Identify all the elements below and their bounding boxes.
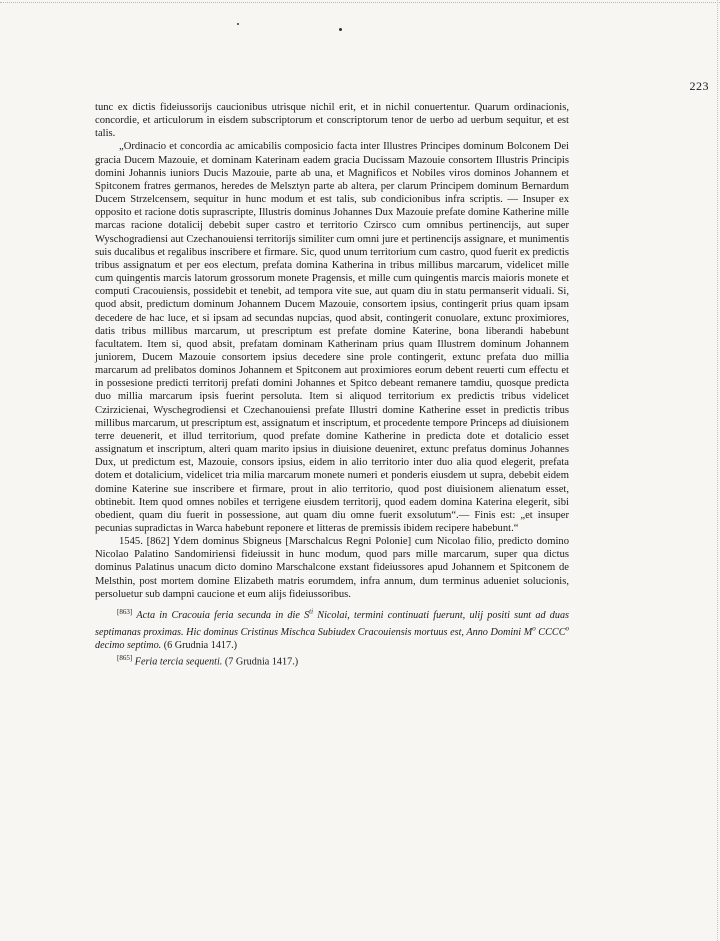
- note: [95, 606, 569, 652]
- entry-paragraph: [95, 535, 569, 601]
- notes: [95, 606, 569, 669]
- document-body: [95, 101, 569, 669]
- note-ref: [865]: [117, 654, 133, 663]
- note-text: Feria tercia sequenti.: [134, 656, 223, 668]
- paragraph: tunc ex dictis fideiussorijs caucionibus utrisque nichil erit, et in nichil conuertentur. Quarum ordinacionis, concordie, et articulorum in eisdem subscriptorum et conscriptorum tenor de uerbo ad uerbum sequitur, et est talis.: [95, 102, 569, 140]
- paragraph: „Ordinacio et concordia ac amicabilis composicio facta inter Illustres Principes dominum Bolconem Dei gracia Ducem Mazouie, et dominam Katerinam eadem gracia Ducissam Mazouie consortem Illustris Principis domini Johannis iuniors Ducis Mazouie, parte ab una, et Magnificos et Nobiles viros dominos Johannem et Spitconem fratres germanos, heredes de Melsztyn parte ab altera, per clarum Principem dominum Bernardum Ducem Strzelcensem, sequitur in hunc modum et est talis, sub condicionibus infra scriptis. — Insuper ex opposito et racione dotis suprascripte, Illustris dominus Johannes Dux Mazouie prefate domine Katherine mille marcas racione dotalicij debebit super castro et territorio Czirsco cum omnibus pertinencijs, aut super Wyschogradiensi aut Czechanouiensi territorijs similiter cum omni jure et pertinencijs assignare, et munimentis suis ducalibus et regalibus inscribere et firmare. Sic, quod unum territorium cum castro, quod fuerit ex predictis tribus assignatum et per eos electum, prefata domina Katherina in tribus millibus marcarum, videlicet mille cum quingentis marcis latorum grossorum monete Pragensis, et mille cum quingentis marcis maioris monete et computi Cracouiensis, possidebit et tenebit, ad tempora vite sue, aut quam diu in statu permanserit viduali. Si, quod absit, predictum dominum Johannem Ducem Mazouie, consortem ipsius, contingerit prius quam ipsam decedere de hac luce, et si ipsam ad secundas nupcias, quod absit, contingerit conuolare, extunc proximiores, datis tribus millibus marcarum, ut prescriptum est prefate domine Katerine, bona liberandi habebunt facultatem. Item si, quod absit, prefatam dominam Katherinam prius quam Illustrem dominum Johannem juniorem, Ducem Mazouie consortem ipsius decedere sine prole contingerit, extunc prefata duo millia marcarum ad prelibatos dominos Johannem et Spitconem aut proximiores eorum debent reuerti cum effectu et in possesione predicti territorij prefati domini Johannes et Spitco debeant remanere tamdiu, quosque predicta duo millia marcarum ipsis fuerint persoluta. Item si aliquod territorium ex predictis tribus videlicet Czirzicienai, Wyschegrodiensi et Czechanouiensi prefate Illustri domine Katherine esset in predictis tribus millibus marcarum, ut prescriptum est, assignatum et inscriptum, et procedente tempore Princeps ad diuisionem terre deuenerit, et illud territorium, quod prefate domine Katherine in predicta dote et dotalicio esset assignatum et inscriptum, alteri quam marito ipsius in diuisione deueniret, extunc prefatus dominus Johannes Dux, ut predictum est, Mazouie, consors ipsius, eidem in alio territorio inter duo alia quod elegerit, prefata dotem et dotalicium, videlicet tria milia marcarum monete numeri et ponderis eiusdem ut supra, debebit eidem domine Katerine sue inscribere et firmare, prout in alio territorio, quod post diuisionem alienatum esset, obtinebit. Item quod omnes nobiles et terrigene eiusdem territorij, quod eadem domina Katerina elegerit, sibi obedient, quam diu fuerit in possessione, aut quam diu omne fuerit exsolutum“.— Finis est: „et insuper pecunias supradictas in Warca habebunt reponere et litteras de premissis ibidem recipere habebunt.“: [95, 141, 569, 534]
- note-date: (6 Grudnia 1417.): [161, 640, 238, 652]
- note-text: Acta in Cracouia feria secunda in die $S^{ti}$ Nicolai, termini continuati fuerunt, ulij positi sunt ad duas septimanas proximas. Hic dominus Cristinus Mischca Subiudex Cracouiensis mortuus est, Anno Domini $M^o$ CCCC$^o$ decimo septimo.: [95, 607, 570, 652]
- entry-text: Ydem dominus Sbigneus [Marschalcus Regni Polonie] cum Nicolao filio, predicto domino Nicolao Palatino Sandomiriensi fideiussit in hunc modum, quod pars mille marcarum, super qua dictus dominus Palatinus unacum dicto domino Marschalcone exstant fideiussores apud Johannem et Spitconem de Melsthin, post mortem domine Elizabeth matris eorumdem, infra annum, dum terminus adueniet solucionis, persoluetur sub dampni caucione et eum alijs fideiussoribus.: [95, 536, 569, 600]
- page-number: 223: [689, 79, 709, 93]
- note-ref: [863]: [117, 607, 133, 616]
- scan-speck: [237, 23, 239, 25]
- note-date: (7 Grudnia 1417.): [222, 656, 299, 668]
- note: [95, 652, 569, 669]
- scan-edge-right: [717, 0, 718, 941]
- footnote-ref: [862]: [146, 536, 170, 548]
- entry-number: 1545.: [119, 536, 143, 548]
- scan-speck: [339, 28, 342, 31]
- scan-edge-top: [0, 2, 720, 3]
